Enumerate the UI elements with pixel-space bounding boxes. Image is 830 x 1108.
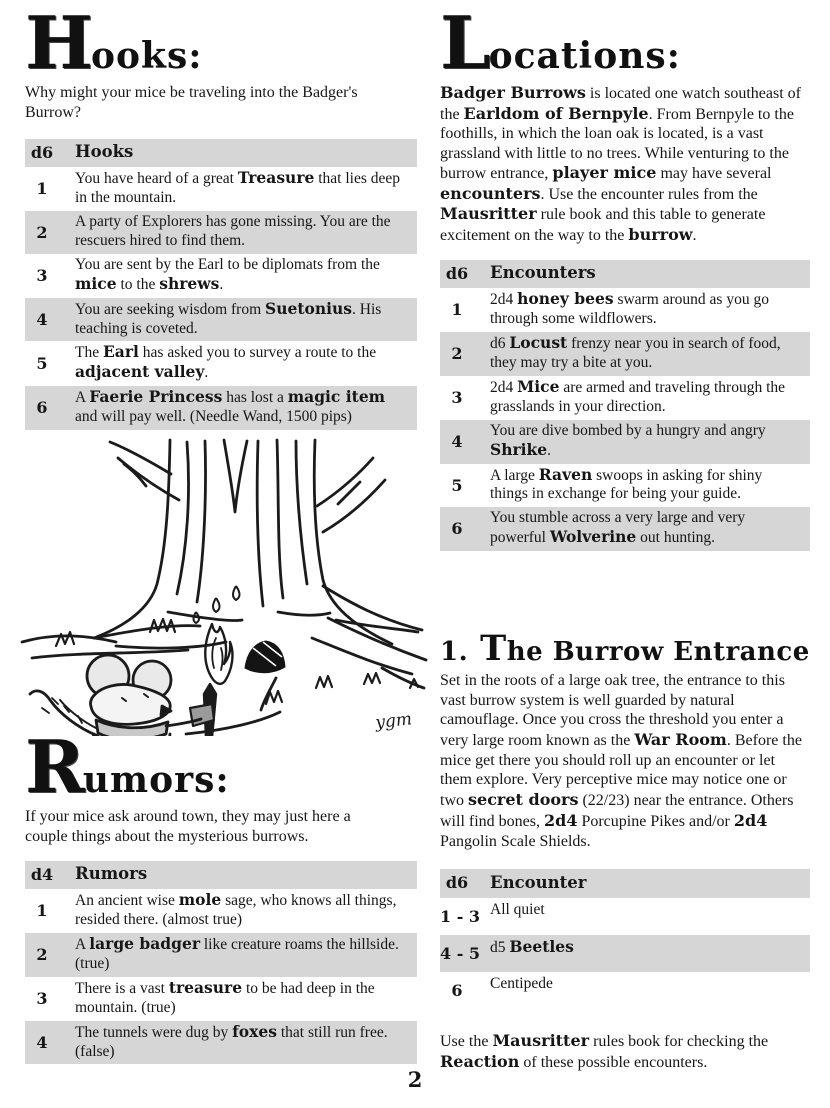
table-row (25, 167, 417, 211)
table-row (440, 332, 810, 376)
table-row (25, 889, 417, 933)
die-range: 6 (451, 519, 463, 539)
die-range: 5 (451, 475, 463, 495)
row-text: There is a vast treasure to be had deep in the mountain. (true) (75, 977, 375, 1016)
row-text: A Faerie Princess has lost a magic item and will pay well. (Needle Wand, 1500 pips) (75, 387, 386, 426)
table-row (440, 376, 810, 420)
locations-drop-cap: L (440, 0, 489, 85)
rumors-heading (25, 724, 417, 810)
row-text: You are dive bombed by a hungry and angry Shrike. (490, 421, 766, 459)
rumors-table-body (25, 889, 417, 1064)
row-text: A party of Explorers has gone missing. You are the rescuers hired to find them. (75, 212, 391, 249)
row-text: d6 Locust frenzy near you in search of food, they may try a bite at you. (490, 333, 781, 371)
reaction-note: Use the Mausritter rules book for checking the Reaction of these possible encounters. (440, 1031, 769, 1071)
right-column (440, 0, 810, 1089)
entrance-encounter-table-body (440, 898, 810, 1009)
burrow-entrance-body: Set in the roots of a large oak tree, the entrance to this vast burrow system is well guarded by natural camouflage. Once you cross the threshold you enter a very large room known as the War Room. Before the mice get there you should roll up an encounter or let them explore. Very perceptive mice may notice one or two secret doors (22/23) near the entrance. Others will find bones, 2d4 Porcupine Pikes and/or 2d4 Pangolin Scale Shields. (440, 672, 802, 850)
rumors-table (25, 861, 417, 1064)
table-row (25, 977, 417, 1021)
table-row (440, 935, 810, 972)
rumors-title: umors: (82, 759, 230, 802)
die-range: 3 (451, 388, 463, 408)
table-row (440, 464, 810, 508)
die-range: 1 - 3 (440, 907, 481, 927)
die-column-header: d4 (30, 864, 54, 884)
die-range: 6 (36, 398, 48, 418)
die-range: 2 (36, 945, 48, 965)
table-row (440, 507, 810, 551)
die-range: 2 (36, 222, 48, 242)
die-range: 1 (36, 901, 48, 921)
row-text: The Earl has asked you to survey a route to the adjacent valley. (75, 342, 377, 382)
table-row (440, 288, 810, 332)
locations-intro: Badger Burrows is located one watch southeast of the Earldom of Bernpyle. From Bernpyle to the foothills, in which the loan oak is located, is a vast grassland with little to no trees. While venturing to the burrow entrance, player mice may have several encounters. Use the encounter rules from the Mausritter rule book and this table to generate excitement on the way to the burrow. (440, 83, 801, 244)
rumors-drop-cap: R (25, 724, 83, 810)
row-text: You are seeking wisdom from Suetonius. His teaching is coveted. (75, 298, 382, 337)
left-column (25, 0, 417, 1064)
hooks-title: ooks: (91, 35, 203, 77)
hooks-table-header (25, 139, 417, 167)
row-text: The tunnels were dug by foxes that still run free. (false) (75, 1021, 388, 1060)
die-range: 5 (36, 354, 48, 374)
entrance-encounter-table (440, 869, 810, 1009)
table-row (25, 1021, 417, 1065)
die-range: 1 (36, 179, 48, 199)
burrow-tree-illustration (20, 436, 417, 741)
burrow-entrance-heading (440, 628, 810, 670)
hooks-table (25, 139, 417, 430)
hooks-intro: Why might your mice be traveling into the Badger's Burrow? (25, 84, 358, 121)
die-range: 4 - 5 (440, 944, 481, 964)
page-number: 2 (407, 1067, 423, 1092)
row-text: You have heard of a great Treasure that lies deep in the mountain. (75, 168, 401, 207)
die-range: 4 (451, 431, 463, 451)
die-range: 1 (451, 300, 463, 320)
row-text: A large Raven swoops in asking for shiny things in exchange for being your guide. (490, 464, 763, 503)
table-row (25, 254, 417, 298)
rumors-table-header (25, 861, 417, 889)
row-text: You stumble across a very large and very powerful Wolverine out hunting. (490, 509, 746, 547)
row-text: An ancient wise mole sage, who knows all things, resided there. (almost true) (75, 890, 397, 929)
table-row (440, 420, 810, 464)
row-text: 2d4 honey bees swarm around as you go through some wildflowers. (490, 289, 769, 328)
row-text: A large badger like creature roams the hillside. (true) (75, 934, 399, 972)
table-row (25, 211, 417, 254)
desc-column-header: Rumors (75, 864, 148, 884)
entrance-encounter-table-header (440, 869, 810, 898)
desc-column-header: Encounters (490, 263, 596, 283)
table-row (440, 898, 810, 935)
row-text: You are sent by the Earl to be diplomats from the mice to the shrews. (75, 255, 380, 293)
die-range: 4 (36, 1032, 48, 1052)
row-text: All quiet (490, 901, 545, 919)
burrow-entrance-title: he Burrow Entrance (506, 637, 810, 668)
hooks-heading (25, 0, 417, 85)
row-text: d5 Beetles (490, 937, 574, 957)
encounters-table (440, 260, 810, 551)
table-row (25, 933, 417, 977)
die-range: 4 (36, 309, 48, 329)
table-row (25, 386, 417, 430)
die-column-header: d6 (30, 142, 54, 162)
section-number: 1. (440, 637, 469, 668)
artist-signature: ygm (374, 709, 413, 734)
die-range: 2 (451, 344, 463, 364)
desc-column-header: Encounter (490, 873, 587, 893)
oak-tree (22, 440, 426, 734)
locations-title: ocations: (488, 35, 681, 77)
row-text: Centipede (490, 975, 553, 993)
table-row (25, 298, 417, 342)
table-row (440, 972, 810, 1009)
hooks-table-body (25, 167, 417, 430)
locations-heading (440, 0, 810, 85)
hooks-drop-cap: H (25, 0, 92, 85)
encounters-table-header (440, 260, 810, 288)
encounters-table-body (440, 288, 810, 551)
rumors-intro: If your mice ask around town, they may just here a couple things about the mysterious burrows. (25, 808, 351, 845)
die-column-header: d6 (445, 263, 469, 283)
burrow-entrance-drop-cap: T (480, 628, 507, 670)
die-range: 3 (36, 265, 48, 285)
row-text: 2d4 Mice are armed and traveling through the grasslands in your direction. (490, 376, 786, 415)
desc-column-header: Hooks (75, 142, 134, 162)
die-range: 6 (451, 981, 463, 1001)
table-row (25, 341, 417, 386)
tree-sketch (20, 436, 430, 736)
die-column-header: d6 (445, 873, 469, 893)
die-range: 3 (36, 988, 48, 1008)
